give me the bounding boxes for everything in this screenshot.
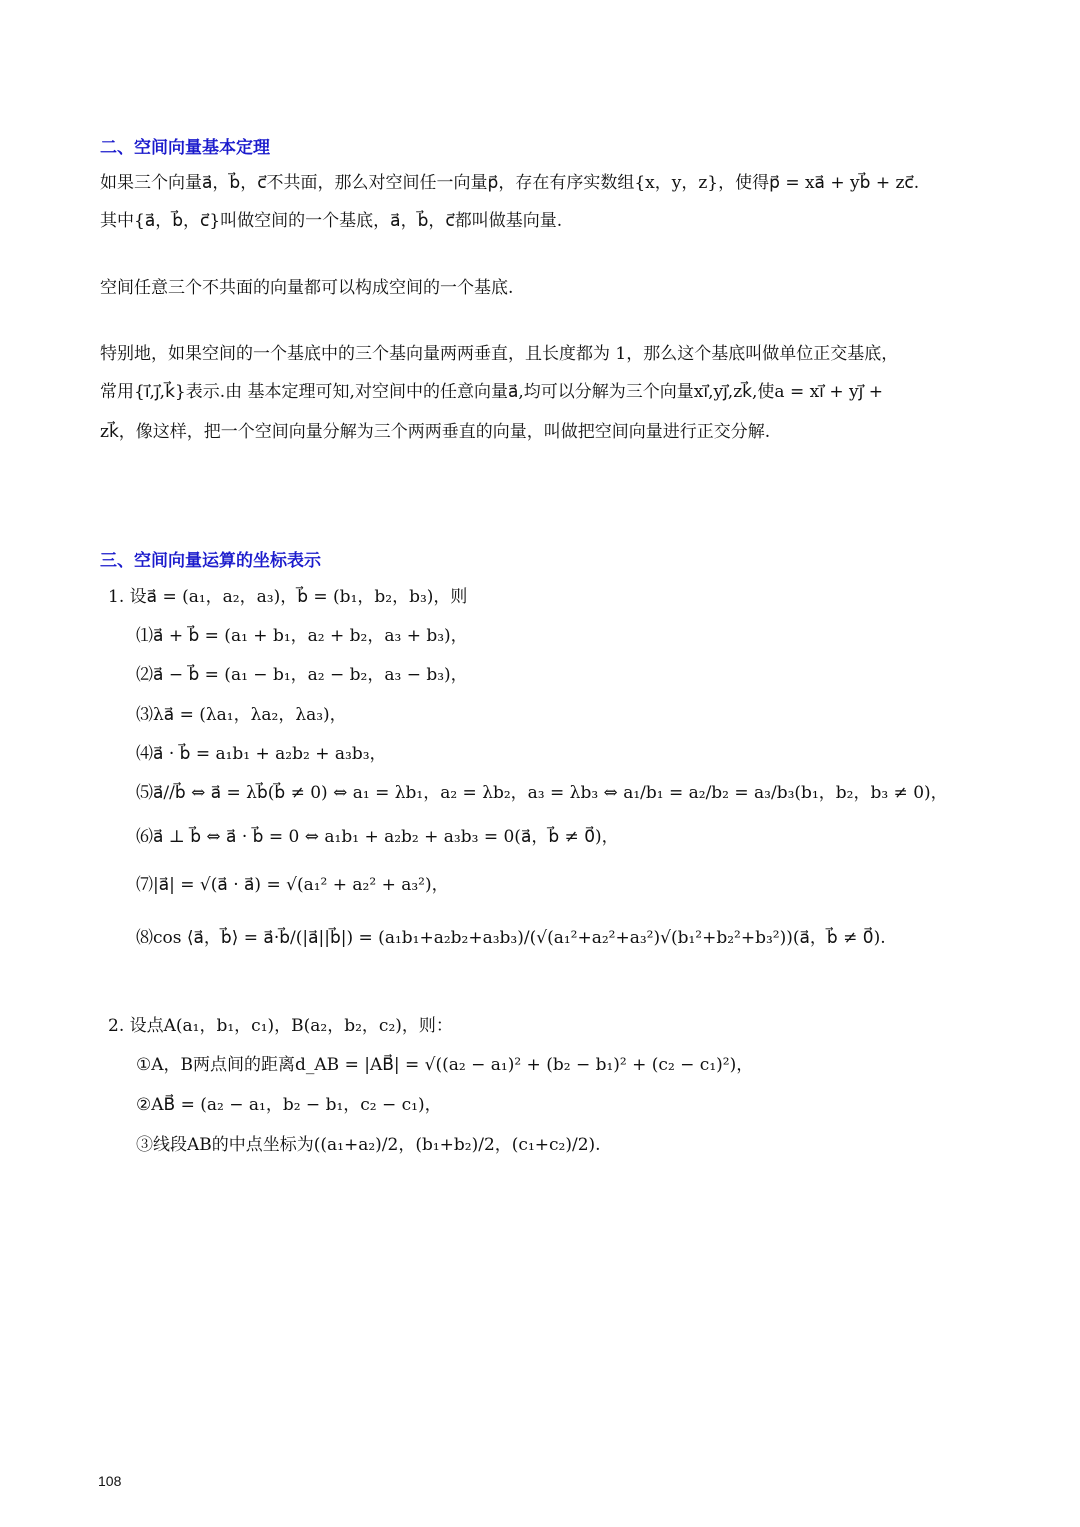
item1-intro: 1. 设a⃗ = (a₁，a₂，a₃)，b⃗ = (b₁，b₂，b₃)，则 <box>108 587 468 607</box>
item1-formula-3: ⑶λa⃗ = (λa₁，λa₂，λa₃)， <box>136 705 347 725</box>
item2-formula-2: ②AB⃗ = (a₂ − a₁，b₂ − b₁，c₂ − c₁)， <box>136 1095 442 1115</box>
section2-title: 二、空间向量基本定理 <box>100 138 270 158</box>
item2-formula-3: ③线段AB的中点坐标为((a₁+a₂)/2，(b₁+b₂)/2，(c₁+c₂)/2). <box>136 1135 601 1155</box>
section2-line-3: 空间任意三个不共面的向量都可以构成空间的一个基底. <box>100 278 514 298</box>
section2-line-4: 特别地，如果空间的一个基底中的三个基向量两两垂直，且长度都为 1，那么这个基底叫做单位正交基底， <box>100 344 899 364</box>
section2-line-1: 如果三个向量a⃗，b⃗，c⃗不共面，那么对空间任一向量p⃗，存在有序实数组{x，y，z}，使得p⃗ = xa⃗ + yb⃗ + zc⃗. <box>100 173 920 193</box>
page-number: 108 <box>98 1473 122 1489</box>
section2-line-6: zk⃗，像这样，把一个空间向量分解为三个两两垂直的向量，叫做把空间向量进行正交分解. <box>100 422 771 442</box>
item1-formula-7: ⑺|a⃗| = √(a⃗ · a⃗) = √(a₁² + a₂² + a₃²)， <box>136 875 449 895</box>
section2-line-5: 常用{i⃗,j⃗,k⃗}表示.由 基本定理可知,对空间中的任意向量a⃗,均可以分解为三个向量xi⃗,yj⃗,zk⃗,使a = xi⃗ + yj⃗ + <box>100 382 883 402</box>
item1-formula-6: ⑹a⃗ ⊥ b⃗ ⇔ a⃗ · b⃗ = 0 ⇔ a₁b₁ + a₂b₂ + a₃b₃ = 0(a⃗，b⃗ ≠ 0⃗)， <box>136 827 619 847</box>
item2-formula-1: ①A，B两点间的距离d_AB = |AB⃗| = √((a₂ − a₁)² + (b₂ − b₁)² + (c₂ − c₁)²)， <box>136 1055 754 1075</box>
item1-formula-8: ⑻cos ⟨a⃗，b⃗⟩ = a⃗·b⃗/(|a⃗||b⃗|) = (a₁b₁+a₂b₂+a₃b₃)/(√(a₁²+a₂²+a₃²)√(b₁²+b₂²+b₃²))(a⃗，b⃗ ≠ 0⃗). <box>136 928 886 948</box>
item1-formula-1: ⑴a⃗ + b⃗ = (a₁ + b₁，a₂ + b₂，a₃ + b₃)， <box>136 626 468 646</box>
section2-line-2: 其中{a⃗，b⃗，c⃗}叫做空间的一个基底，a⃗，b⃗，c⃗都叫做基向量. <box>100 211 563 231</box>
section3-title: 三、空间向量运算的坐标表示 <box>100 551 321 571</box>
item1-formula-2: ⑵a⃗ − b⃗ = (a₁ − b₁，a₂ − b₂，a₃ − b₃)， <box>136 665 468 685</box>
item1-formula-4: ⑷a⃗ · b⃗ = a₁b₁ + a₂b₂ + a₃b₃， <box>136 744 387 764</box>
item1-formula-5: ⑸a⃗//b⃗ ⇔ a⃗ = λb⃗(b⃗ ≠ 0) ⇔ a₁ = λb₁，a₂ = λb₂，a₃ = λb₃ ⇔ a₁/b₁ = a₂/b₂ = a₃/b₃(b₁，b₂，b₃ ≠ 0)， <box>136 783 948 803</box>
item2-intro: 2. 设点A(a₁，b₁，c₁)，B(a₂，b₂，c₂)，则： <box>108 1016 453 1036</box>
